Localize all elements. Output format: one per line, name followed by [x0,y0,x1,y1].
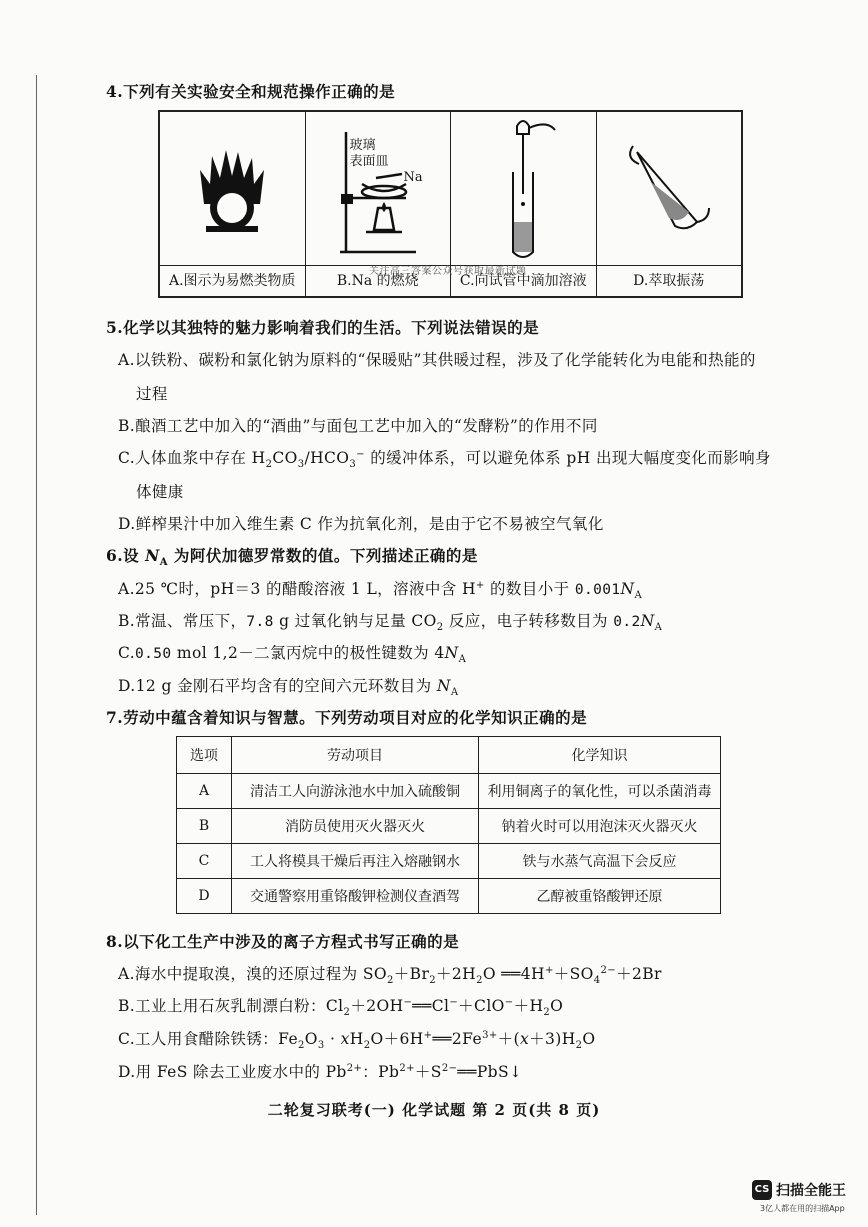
q8-option-c: C.工人用食醋除铁锈：$Fe_2O_3$ · $xH_2O+6H^+══2Fe^{3+}+(x+3)H_2O$ [118,1029,596,1052]
table-cell: B [177,809,232,844]
q6-option-c: C.0.50 mol 1,2－二氯丙烷中的极性键数为 $4N_A$ [118,644,467,666]
table-cell: C [177,844,232,879]
brand-name: 扫描全能王 [776,1183,846,1199]
question-8-stem: 8.以下化工生产中涉及的离子方程式书写正确的是 [106,932,460,951]
q8-option-a: A.海水中提取溴，溴的还原过程为 $SO_2+Br_2+2H_2O$ $══4H^++SO_4^{2-}+2Br$ [118,964,662,987]
q5-option-d: D.鲜榨果汁中加入维生素 C 作为抗氧化剂，是由于它不易被空气氧化 [118,515,604,533]
table-row [177,879,721,914]
table-header: 化学知识 [479,737,721,774]
sodium-burning-apparatus-icon [306,112,449,268]
cs-logo-icon: CS [752,1180,772,1200]
q6-option-d: D.12 g 金刚石平均含有的空间六元环数目为 $N_A$ [118,677,459,699]
question-7-stem: 7.劳动中蕴含着知识与智慧。下列劳动项目对应的化学知识正确的是 [106,708,588,727]
table-cell: D [177,879,232,914]
q5-option-b: B.酿酒工艺中加入的“酒曲”与面包工艺中加入的“发酵粉”的作用不同 [118,417,598,435]
q8-option-b: B.工业上用石灰乳制漂白粉：$Cl_2+2OH^-══Cl^-+ClO^-+H_2O$ [118,996,564,1019]
table-row [177,774,721,809]
q8-option-d: D.用 FeS 除去工业废水中的 $Pb^{2+}$：$Pb^{2+}+S^{2-}══PbS↓$ [118,1062,523,1081]
table-cell: 乙醇被重铬酸钾还原 [479,879,721,914]
table-cell: 消防员使用灭火器灭火 [232,809,479,844]
q4-caption-b: B.Na 的燃烧 [306,265,451,296]
q4-option-d [597,112,742,296]
brand-tagline: 3亿人都在用的扫描App [760,1204,845,1213]
table-header: 选项 [177,737,232,774]
table-cell: A [177,774,232,809]
q4-option-a [160,112,306,296]
margin-line [36,75,37,1215]
separatory-funnel-shaking-icon [597,112,740,268]
page-footer: 二轮复习联考(一) 化学试题 第 2 页(共 8 页) [267,1101,601,1119]
table-header: 劳动项目 [232,737,479,774]
table-cell: 交通警察用重铬酸钾检测仪查酒驾 [232,879,479,914]
scanner-brand [752,1180,846,1200]
table-row [177,844,721,879]
q4-caption-c: C.向试管中滴加溶液 [451,265,596,296]
table-row [177,809,721,844]
q5-option-c-line2: 体健康 [136,483,184,501]
q6-option-a: A.25 ℃时，pH＝3 的醋酸溶液 1 L，溶液中含 H+ 的数目小于 $0.001N_A$ [118,579,643,602]
q6-option-b: B.常温、常压下，7.8 g 过氧化钠与足量 $CO_2$ 反应，电子转移数目为 $0.2N_A$ [118,612,663,634]
table-cell: 利用铜离子的氧化性，可以杀菌消毒 [479,774,721,809]
question-6-stem: 6.设 $N_A$ 为阿伏加德罗常数的值。下列描述正确的是 [106,546,478,569]
q5-option-a-line2: 过程 [136,385,168,403]
table-cell: 铁与水蒸气高温下会反应 [479,844,721,879]
q4-b-label-glass: 玻璃 [349,138,376,153]
watermark: 关注高三答案公众号获取最新试题 [369,266,527,277]
table-cell: 工人将模具干燥后再注入熔融钢水 [232,844,479,879]
q4-b-label-na: Na [403,170,423,185]
q4-b-label-watch-glass: 表面皿 [349,154,389,169]
q7-table [176,736,721,914]
table-header-row [177,737,721,774]
q5-option-a-line1: A.以铁粉、碳粉和氯化钠为原料的“保暖贴”其供暖过程，涉及了化学能转化为电能和热能的 [118,351,756,369]
flammable-icon [160,112,303,268]
table-cell: 清洁工人向游泳池水中加入硫酸铜 [232,774,479,809]
q4-caption-d: D.萃取振荡 [597,265,742,296]
table-cell: 钠着火时可以用泡沫灭火器灭火 [479,809,721,844]
q5-option-c-line1: C.人体血浆中存在 $H_2CO_3/HCO_3^-$ 的缓冲体系，可以避免体系 pH 出现大幅度变化而影响身 [118,448,771,471]
q4-caption-a: A.图示为易燃类物质 [160,265,305,296]
dropper-test-tube-icon [451,112,594,268]
question-5-stem: 5.化学以其独特的魅力影响着我们的生活。下列说法错误的是 [106,318,540,337]
question-4-stem: 4.下列有关实验安全和规范操作正确的是 [106,82,396,101]
